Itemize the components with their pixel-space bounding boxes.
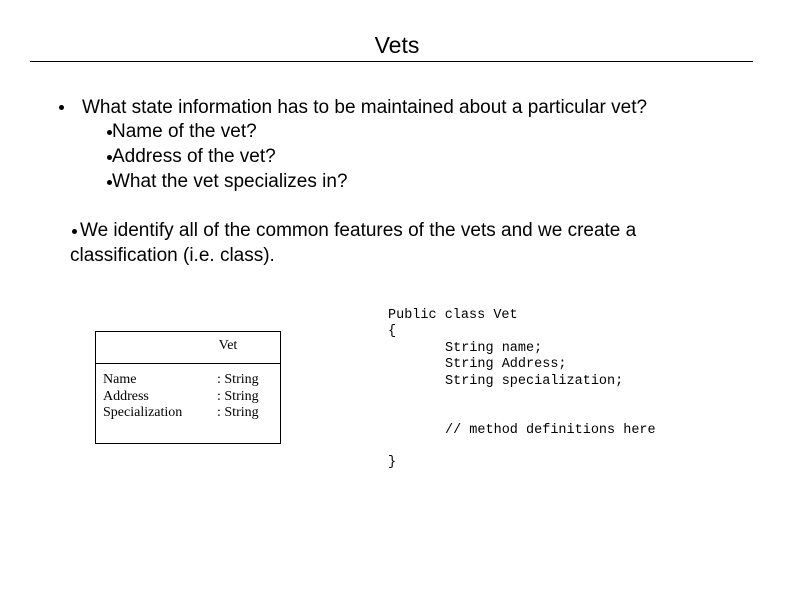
code-field-name: String name; [445, 341, 543, 356]
code-open-brace: { [388, 324, 397, 339]
sub-bullet-name: Name of the vet? [112, 121, 257, 142]
code-class-decl: Public class Vet [388, 308, 518, 323]
uml-type-address: : String [217, 388, 259, 404]
title-rule [30, 61, 753, 62]
code-close-brace: } [388, 455, 397, 470]
bullet-q2-line1: We identify all of the common features of the vets and we create a [80, 220, 637, 241]
uml-attr-name: Name [103, 372, 137, 387]
bullet-dot-1 [59, 105, 64, 110]
uml-separator [96, 363, 280, 364]
uml-type-name: : String [217, 372, 259, 387]
sub-bullet-specialty: What the vet specializes in? [112, 171, 348, 192]
uml-class-name: Vet [218, 338, 238, 353]
code-comment: // method definitions here [445, 423, 656, 438]
uml-types [217, 372, 259, 422]
uml-type-specialization: : String [217, 405, 259, 420]
bullet-q2-line2: classification (i.e. class). [70, 245, 275, 266]
slide-title: Vets [374, 32, 420, 58]
sub-bullet-address: Address of the vet? [112, 146, 276, 167]
bullet-q1: What state information has to be maintained about a particular vet? [82, 97, 648, 118]
bullet-dot-2 [72, 229, 77, 234]
code-field-specialization: String specialization; [445, 374, 624, 389]
uml-attr-address: Address [103, 388, 149, 404]
code-field-address: String Address; [445, 357, 567, 372]
uml-attributes [103, 372, 182, 422]
uml-attr-specialization: Specialization [103, 405, 183, 420]
uml-class-box [95, 331, 281, 444]
